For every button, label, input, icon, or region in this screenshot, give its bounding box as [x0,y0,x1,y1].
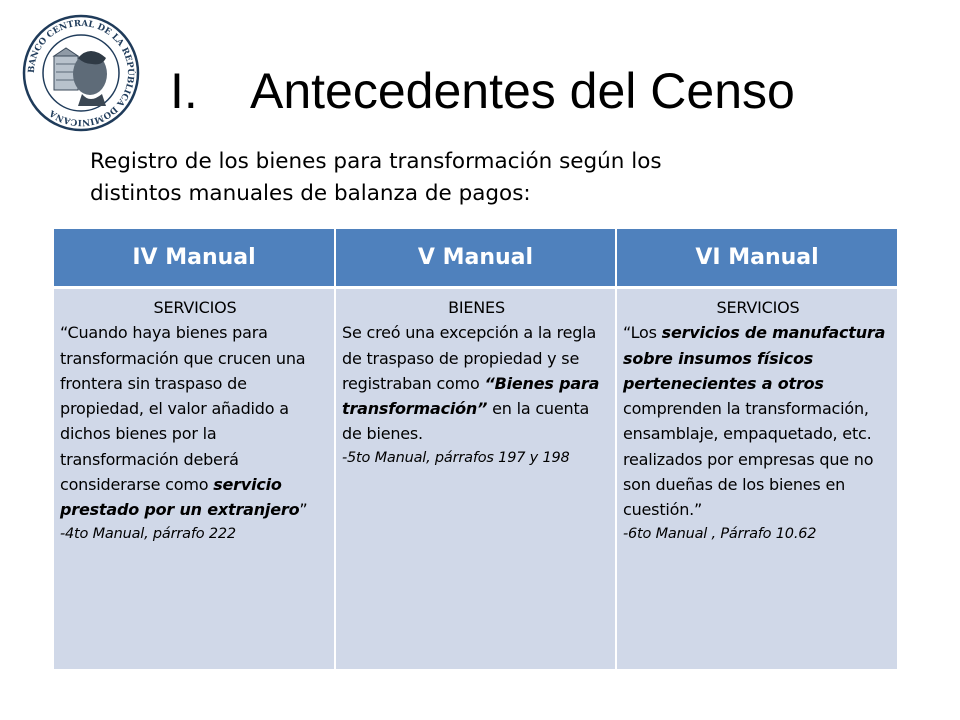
source-reference: -5to Manual, párrafos 197 y 198 [342,449,570,466]
emphasis-text: “Bienes para transformación” [342,373,600,419]
source-reference: -4to Manual, párrafo 222 [60,525,236,542]
seal-lettering: BANCO CENTRAL DE LA REPÚBLICA DOMINICANA [26,18,136,128]
cell-v-manual [335,288,616,670]
header-iv-manual: IV Manual [54,229,335,288]
category-label: SERVICIOS [716,298,800,317]
title-number: I. [170,63,198,119]
table-header-row [54,229,897,288]
category-label: BIENES [448,298,505,317]
header-v-manual: V Manual [335,229,616,288]
subtitle-line-1: Registro de los bienes para transformación según los [90,149,662,174]
cell-vi-manual [616,288,897,670]
subtitle-line-2: distintos manuales de balanza de pagos: [90,181,531,206]
quote-text: Se creó una excepción a la regla de traspaso de propiedad y se registraban como “Bienes para transformación” en la cuenta de bienes. [342,323,600,444]
manuals-comparison-table [54,229,897,669]
title-text: Antecedentes del Censo [250,63,795,119]
category-label: SERVICIOS [153,298,237,317]
quote-text: “Los servicios de manufactura sobre insumos físicos pertenecientes a otros comprenden la transformación, ensamblaje, empaquetado, etc. realizados por empresas que no son dueñas de los bienes en cuestión.” [623,323,886,520]
quote-text: “Cuando haya bienes para transformación que crucen una frontera sin traspaso de propiedad, el valor añadido a dichos bienes por la transformación deberá considerarse como servicio prestado por un extranjero” [60,323,308,520]
emphasis-text: servicio prestado por un extranjero [60,475,300,520]
emphasis-text: servicios de manufactura sobre insumos físicos pertenecientes a otros [623,323,886,393]
banco-central-seal-icon [22,14,140,132]
table-row [54,288,897,670]
subtitle [90,146,870,210]
cell-iv-manual [54,288,335,670]
page-title [170,55,930,127]
source-reference: -6to Manual , Párrafo 10.62 [623,525,817,542]
header-vi-manual: VI Manual [616,229,897,288]
